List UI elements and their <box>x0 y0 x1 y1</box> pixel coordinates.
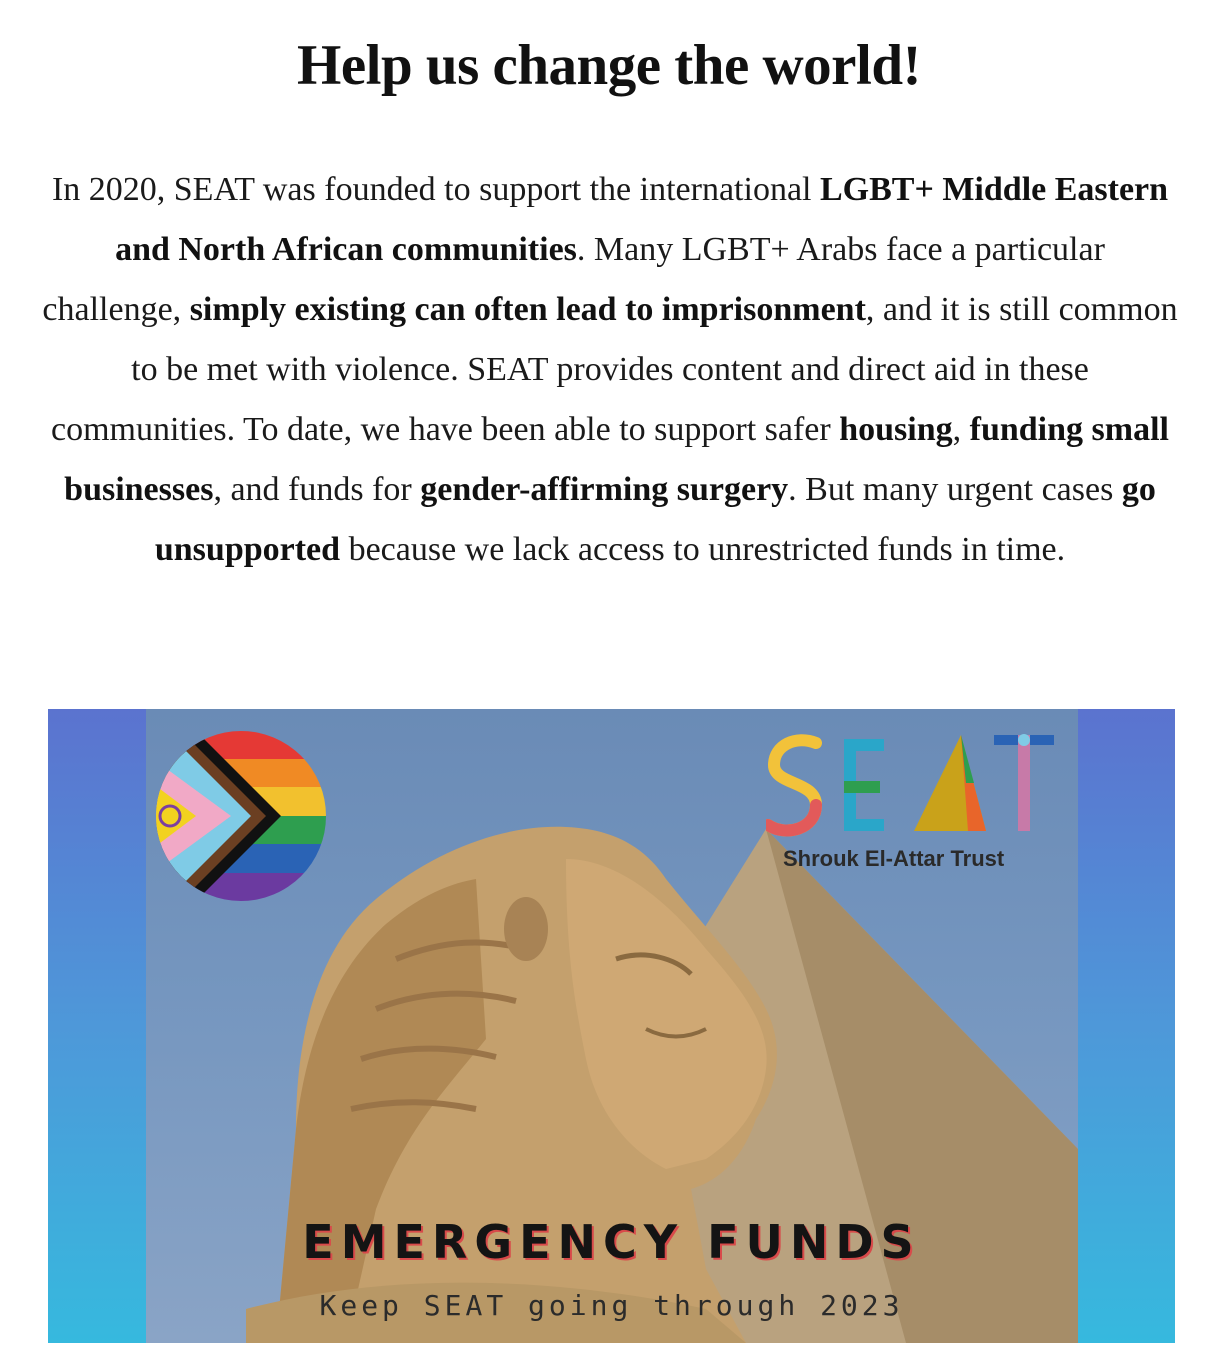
seat-logo <box>766 733 1056 903</box>
banner-subtitle: Keep SEAT going through 2023 <box>319 1289 904 1322</box>
emphasis-text: housing <box>839 411 953 448</box>
emphasis-text: LGBT+ Middle Eastern and North African communities <box>115 171 1169 268</box>
page-heading: Help us change the world! <box>296 34 922 97</box>
intro-paragraph <box>42 160 1178 580</box>
emphasis-text: go unsupported <box>154 471 1156 568</box>
paragraph-text: , and funds for <box>213 471 421 508</box>
progress-pride-flag-icon <box>156 731 326 901</box>
emergency-funds-banner <box>48 709 1175 1343</box>
paragraph-text: . But many urgent cases <box>788 471 1122 508</box>
emphasis-text: funding small businesses <box>64 411 1169 508</box>
paragraph-text: , and it is still common to be met with violence. SEAT provides content and direct aid in these communities. To date, we have been able to support safer <box>51 291 1178 448</box>
banner-title: EMERGENCY FUNDS <box>302 1215 921 1269</box>
emphasis-text: simply existing can often lead to imprisonment <box>189 291 866 328</box>
trust-name: Shrouk El-Attar Trust <box>783 846 1005 871</box>
paragraph-text: because we lack access to unrestricted funds in time. <box>340 531 1066 568</box>
paragraph-text: In 2020, SEAT was founded to support the international <box>51 171 820 208</box>
paragraph-text: . Many LGBT+ Arabs face a particular challenge, <box>42 231 1105 328</box>
paragraph-text: , <box>952 411 970 448</box>
emphasis-text: gender-affirming surgery <box>420 471 789 508</box>
